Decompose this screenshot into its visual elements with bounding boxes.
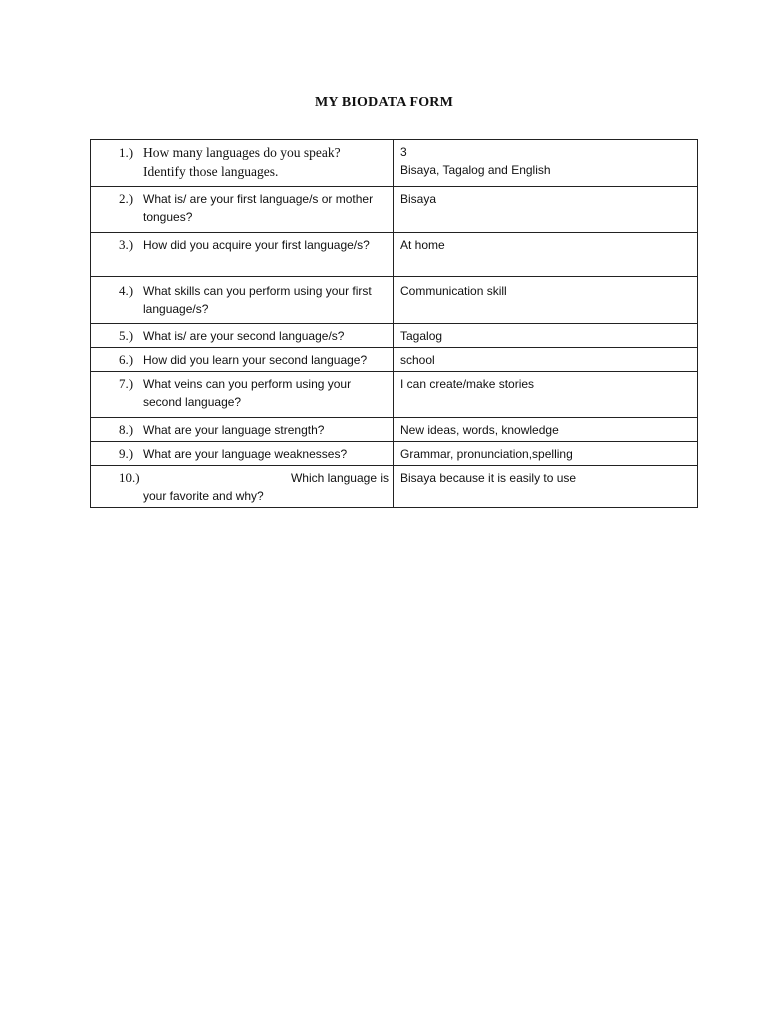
table-row <box>91 187 698 233</box>
answer-text: Tagalog <box>400 329 443 343</box>
question-cell <box>91 140 394 187</box>
page-title: MY BIODATA FORM <box>314 95 454 110</box>
table-row <box>91 418 698 442</box>
answer-text: Communication skill <box>400 284 507 298</box>
question-text: Which language is <box>290 471 389 485</box>
question-number: 2.) <box>119 191 134 206</box>
answer-cell <box>394 466 698 508</box>
question-cell <box>91 324 394 348</box>
question-text: How many languages do you speak? <box>143 145 341 160</box>
question-cell <box>91 418 394 442</box>
question-cell <box>91 187 394 233</box>
table-row <box>91 277 698 324</box>
answer-text: Grammar, pronunciation,spelling <box>400 447 573 461</box>
question-text: What are your language strength? <box>143 423 325 437</box>
question-text: What are your language weaknesses? <box>143 447 348 461</box>
question-cell <box>91 466 394 508</box>
table-row <box>91 233 698 277</box>
question-text: What veins can you perform using your second language? <box>143 377 352 409</box>
answer-text: Bisaya because it is easily to use <box>400 471 577 485</box>
answer-cell <box>394 418 698 442</box>
question-number: 9.) <box>119 446 134 461</box>
answer-cell <box>394 324 698 348</box>
answer-text: Bisaya <box>400 192 437 206</box>
question-text: What skills can you perform using your first language/s? <box>143 284 372 316</box>
table-row <box>91 442 698 466</box>
question-text: What is/ are your first language/s or mother tongues? <box>143 192 374 224</box>
question-number: 1.) <box>119 145 134 160</box>
answer-cell <box>394 187 698 233</box>
question-number: 7.) <box>119 376 134 391</box>
biodata-table <box>90 139 698 508</box>
table-row <box>91 140 698 187</box>
question-cell <box>91 277 394 324</box>
table-row <box>91 466 698 508</box>
answer-cell <box>394 442 698 466</box>
table-row <box>91 348 698 372</box>
question-number: 10.) <box>119 470 140 485</box>
answer-text: Bisaya, Tagalog and English <box>400 163 551 177</box>
question-cell <box>91 442 394 466</box>
question-text: your favorite and why? <box>143 489 264 503</box>
question-text: How did you learn your second language? <box>143 353 368 367</box>
answer-text: At home <box>400 238 445 252</box>
question-cell <box>91 348 394 372</box>
answer-text: New ideas, words, knowledge <box>400 423 559 437</box>
question-text: How did you acquire your first language/s? <box>143 238 370 252</box>
question-cell <box>91 372 394 418</box>
question-cell <box>91 233 394 277</box>
question-text: What is/ are your second language/s? <box>143 329 345 343</box>
question-number: 3.) <box>119 237 134 252</box>
answer-cell <box>394 233 698 277</box>
question-text: Identify those languages. <box>143 164 279 179</box>
question-number: 5.) <box>119 328 134 343</box>
answer-cell <box>394 140 698 187</box>
table-row <box>91 324 698 348</box>
answer-text: school <box>400 353 435 367</box>
answer-cell <box>394 372 698 418</box>
answer-cell <box>394 348 698 372</box>
answer-text: I can create/make stories <box>400 377 535 391</box>
question-number: 4.) <box>119 283 134 298</box>
question-number: 6.) <box>119 352 134 367</box>
table-row <box>91 372 698 418</box>
question-number: 8.) <box>119 422 134 437</box>
answer-text: 3 <box>400 145 407 159</box>
answer-cell <box>394 277 698 324</box>
